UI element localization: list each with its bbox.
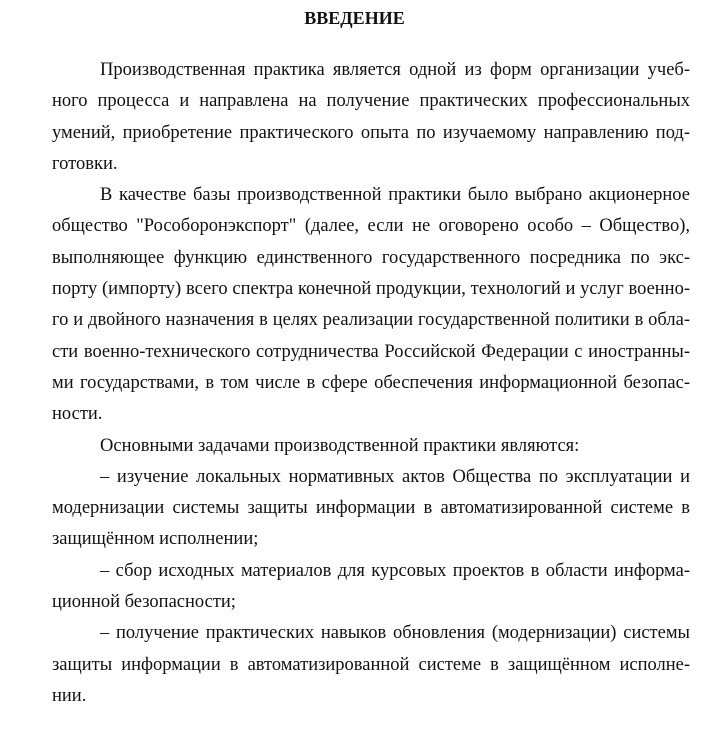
text-line: нии. [52,685,87,706]
text-line: ми государствами, в том числе в сфере обеспечения информационной безопас- [52,372,690,393]
text-line: – изучение локальных нормативных актов Общества по эксплуатации и [100,466,690,487]
text-line: ности. [52,404,103,425]
text-line: сти военно-технического сотрудничества Российской Федерации с иностранны- [52,341,690,362]
text-line: го и двойного назначения в целях реализации государственной политики в обла- [52,310,690,331]
body-text [52,55,690,712]
text-line: Производственная практика является одной из форм организации учеб- [100,60,690,80]
paragraph [52,431,690,462]
text-line: модернизации системы защиты информации в автоматизированной системе в [52,498,690,519]
text-line: умений, приобретение практического опыта по изучаемому направлению под- [52,122,690,143]
text-line: ного процесса и направлена на получение практических профессиональных [52,91,690,112]
text-line: – сбор исходных материалов для курсовых проектов в области информа- [100,560,690,581]
paragraph [52,180,690,430]
paragraph [52,618,690,712]
paragraph [52,462,690,556]
text-line: В качестве базы производственной практики было выбрано акционерное [100,185,690,206]
text-line: порту (импорту) всего спектра конечной продукции, технологий и услуг военно- [52,279,690,300]
text-line: выполняющее функцию единственного государственного посредника по экс- [52,247,690,268]
section-title: ВВЕДЕНИЕ [304,8,405,28]
text-line: ционной безопасности; [52,592,236,613]
text-line: – получение практических навыков обновления (модернизации) системы [100,623,690,644]
text-line: Основными задачами производственной практики являются: [100,435,580,456]
text-line: защищённом исполнении; [52,529,259,550]
paragraph [52,556,690,619]
text-line: защиты информации в автоматизированной системе в защищённом исполне- [52,654,690,675]
text-line: общество "Рособоронэкспорт" (далее, если не оговорено особо – Общество), [52,216,690,237]
text-line: готовки. [52,153,118,174]
paragraph [52,55,690,180]
